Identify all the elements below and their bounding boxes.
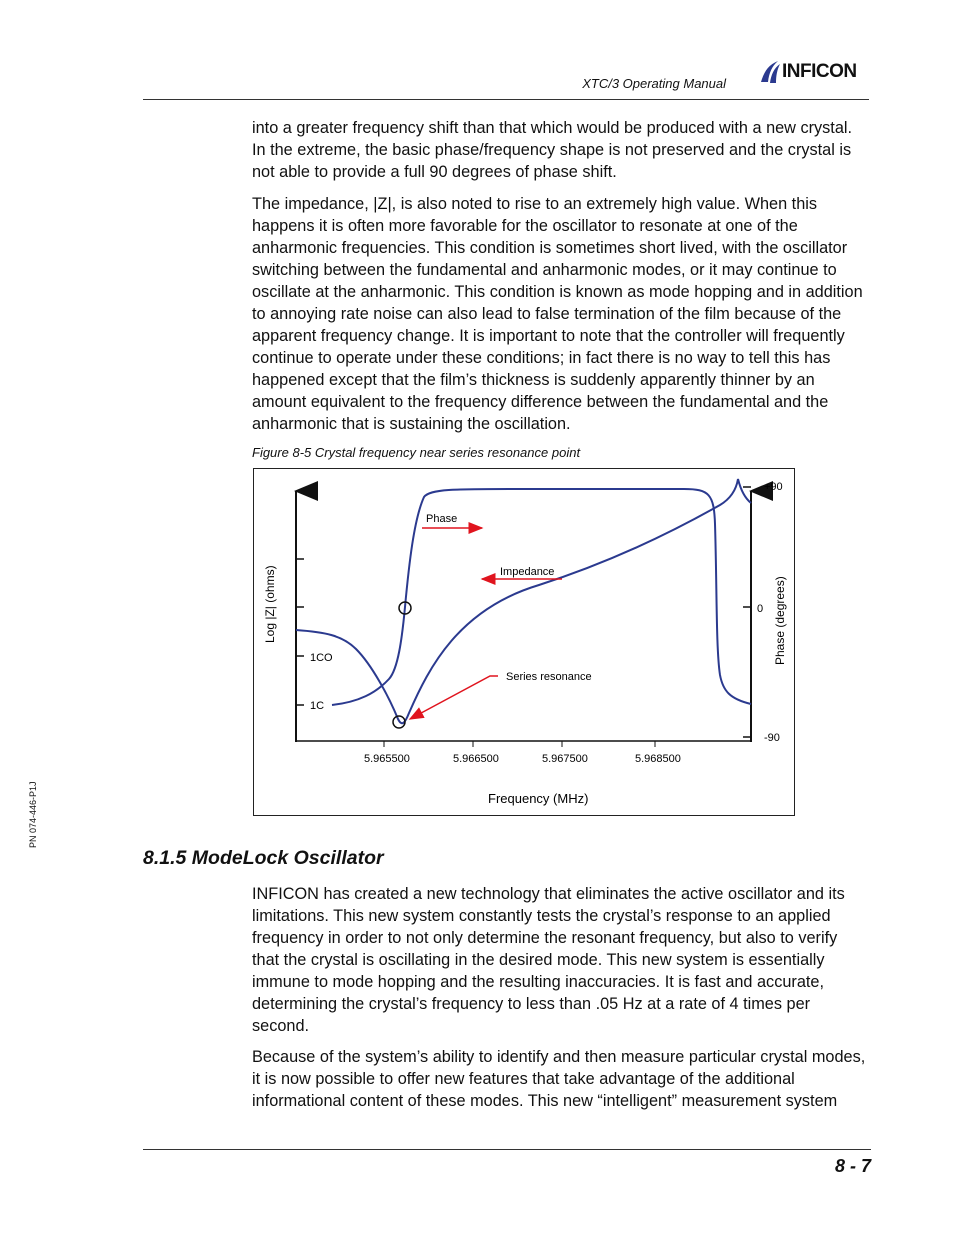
paragraph-4: Because of the system’s ability to identify and then measure particular crystal modes, it is now possible to offer new features that take advantage of the additional informational content of these modes. This new “intelligent” measurement system bbox=[252, 1048, 866, 1110]
figure-caption: Figure 8-5 Crystal frequency near series resonance point bbox=[252, 445, 581, 460]
resonance-chart bbox=[254, 469, 796, 817]
x-tick-label: 5.967500 bbox=[542, 753, 588, 765]
y-tick-label-1co: 1CO bbox=[310, 652, 333, 664]
x-tick-label: 5.965500 bbox=[364, 753, 410, 765]
footer-rule bbox=[143, 1149, 871, 1150]
header-rule bbox=[143, 99, 869, 100]
paragraph-3: INFICON has created a new technology that eliminates the active oscillator and its limitations. This new system constantly tests the crystal’s response to an applied frequency in order to not only determine the resonant frequency, but also to verify that the crystal is oscillating in the desired mode. This new system is essentially immune to mode hopping and the resulting inaccuracies. It is fast and accurate, determining the crystal’s frequency to less than .05 Hz at a rate of 4 times per second. bbox=[252, 885, 845, 1035]
paragraph-2: The impedance, |Z|, is also noted to rise to an extremely high value. When this happens it is often more favorable for the oscillator to resonate at one of the anharmonic frequencies. This condition is sometimes short lived, with the oscillator switching between the fundamental and anharmonic modes, or it may continue to oscillate at the anharmonic. This condition is known as mode hopping and in addition to annoying rate noise can also lead to false termination of the film because of the apparent frequency change. It is important to note that the controller will frequently continue to operate under these conditions; in fact there is no way to tell this has happened except that the film’s thickness is suddenly apparently thinner by an amount equivalent to the frequency difference between the fundamental and the anharmonic that is sustaining the oscillation. bbox=[252, 195, 863, 433]
right-axis-title: Phase (degrees) bbox=[773, 576, 787, 665]
page-number: 8 - 7 bbox=[834, 1156, 871, 1176]
x-axis-title: Frequency (MHz) bbox=[488, 791, 589, 806]
left-axis-title: Log |Z| (ohms) bbox=[263, 565, 277, 643]
y-tick-label-1c: 1C bbox=[310, 700, 325, 712]
impedance-curve bbox=[296, 479, 751, 723]
logo-swoosh-icon bbox=[758, 58, 782, 86]
series-resonance-annotation: Series resonance bbox=[506, 671, 592, 683]
phase-tick-label-0: 0 bbox=[757, 603, 764, 615]
phase-tick-label-minus90: -90 bbox=[764, 732, 780, 744]
header-title: XTC/3 Operating Manual bbox=[582, 76, 726, 91]
paragraph-1: into a greater frequency shift than that which would be produced with a new crystal. In the extreme, the basic phase/frequency shape is not preserved and the crystal is not able to provide a full 90 degrees of phase shift. bbox=[252, 119, 853, 181]
phase-annotation: Phase bbox=[426, 513, 458, 525]
phase-tick-label-plus90: +90 bbox=[764, 481, 783, 493]
logo-text: INFICON bbox=[782, 61, 857, 82]
x-tick-label: 5.966500 bbox=[453, 753, 499, 765]
part-number: PN 074-446-P1J bbox=[28, 781, 38, 848]
resonance-figure bbox=[253, 468, 795, 816]
x-tick-label: 5.968500 bbox=[635, 753, 681, 765]
impedance-annotation: Impedance bbox=[500, 566, 555, 578]
inficon-logo bbox=[758, 58, 874, 86]
section-heading: 8.1.5 ModeLock Oscillator bbox=[143, 847, 384, 869]
